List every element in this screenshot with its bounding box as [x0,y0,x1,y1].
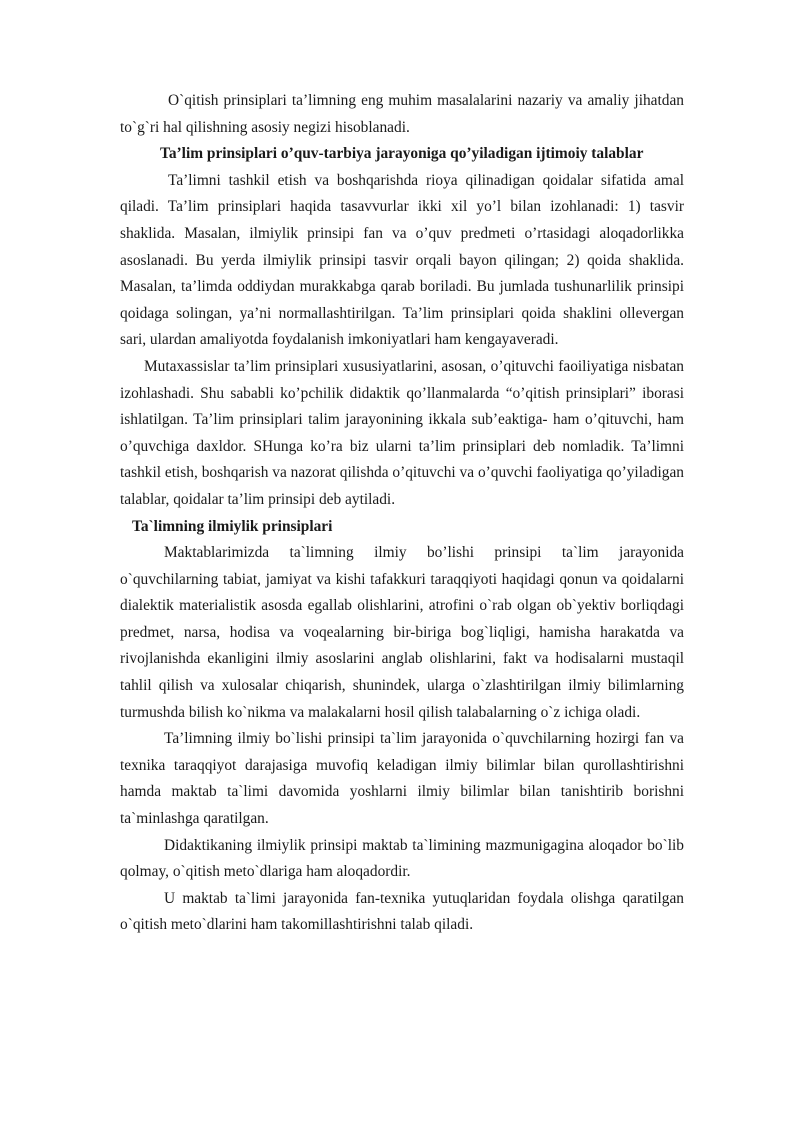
document-page [120,88,684,939]
paragraph-didactics: Didaktikaning ilmiylik prinsipi maktab ta`limining mazmunigagina aloqador bo`lib qolmay, o`qitish meto`dlariga ham aloqadordir. [120,836,684,881]
paragraph-methods: U maktab ta`limi jarayonida fan-texnika yutuqlaridan foydala olishga qaratilgan o`qitish meto`dlarini ham takomillashtirishni talab qiladi. [120,889,684,934]
paragraph-scientific-principle: Ta’limning ilmiy bo`lishi prinsipi ta`lim jarayonida o`quvchilarning hozirgi fan va texnika taraqqiyot darajasiga muvofiq keladigan ilmiy bilimlar bilan qurollashtirishni hamda maktab ta`limi davomida yoshlarni ilmiy bilimlar bilan tanishtirib borishni ta`minlashga qaratilgan. [120,730,684,828]
section-heading-scientific-principles: Ta`limning ilmiylik prinsiplari [132,517,333,535]
paragraph-specialists: Mutaxassislar ta’lim prinsiplari xususiyatlarini, asosan, o’qituvchi faoiliyatiga nisbatan izohlashadi. Shu sababli ko’pchilik didaktik qo’llanmalarda “o’qitish prinsiplari” iborasi ishlatilgan. Ta’lim prinsiplari talim jarayonining ikkala sub’eaktiga- ham o’qituvchi, ham o’quvchiga daxldor. SHunga ko’ra biz ularni ta’lim prinsiplari deb nomladik. Ta’limni tashkil etish, boshqarish va nazorat qilishda o’qituvchi va o’quvchi faoliyatiga qo’yiladigan talablar, qoidalar ta’lim prinsipi deb aytiladi. [120,357,684,508]
paragraph-rules: Ta’limni tashkil etish va boshqarishda rioya qilinadigan qoidalar sifatida amal qiladi. Ta’lim prinsiplari haqida tasavvurlar ikki xil yo’l bilan izohlanadi: 1) tasvir shaklida. Masalan, ilmiylik prinsipi fan va o’quv predmeti o’rtasidagi aloqadorlikka asoslanadi. Bu yerda ilmiylik prinsipi tasvir orqali bayon qilingan; 2) qoida shaklida. Masalan, ta’limda oddiydan murakkabga qarab boriladi. Bu jumlada tushunarlilik prinsipi qoidaga solingan, ya’ni normallashtirilgan. Ta’lim prinsiplari qoida shaklini ollevergan sari, ulardan amaliyotda foydalanish imkoniyatlari ham kengayaveradi. [120,171,684,349]
paragraph-schools: Maktablarimizda ta`limning ilmiy bo’lishi prinsipi ta`lim jarayonida o`quvchilarning tabiat, jamiyat va kishi tafakkuri taraqqiyoti haqidagi qonun va qoidalarni dialektik materialistik asosda egallab olishlarini, atrofini o`rab olgan ob`yektiv borliqdagi predmet, narsa, hodisa va voqealarning bir-biriga bog`liqligi, hamisha harakatda va rivojlanishda ekanligini ilmiy asoslarini anglab olishlarini, fakt va hodisalarni mustaqil tahlil qilish va xulosalar chiqarish, shunindek, ularga o`zlashtirilgan ilmiy bilimlarning turmushda bilish ko`nikma va malakalarni hosil qilish talabalarning o`z ichiga oladi. [120,544,684,721]
section-heading-social-requirements: Ta’lim prinsiplari o’quv-tarbiya jarayoniga qo’yiladigan ijtimoiy talablar [160,145,644,163]
paragraph-intro: O`qitish prinsiplari ta’limning eng muhim masalalarini nazariy va amaliy jihatdan to`g`ri hal qilishning asosiy negizi hisoblanadi. [120,92,684,136]
